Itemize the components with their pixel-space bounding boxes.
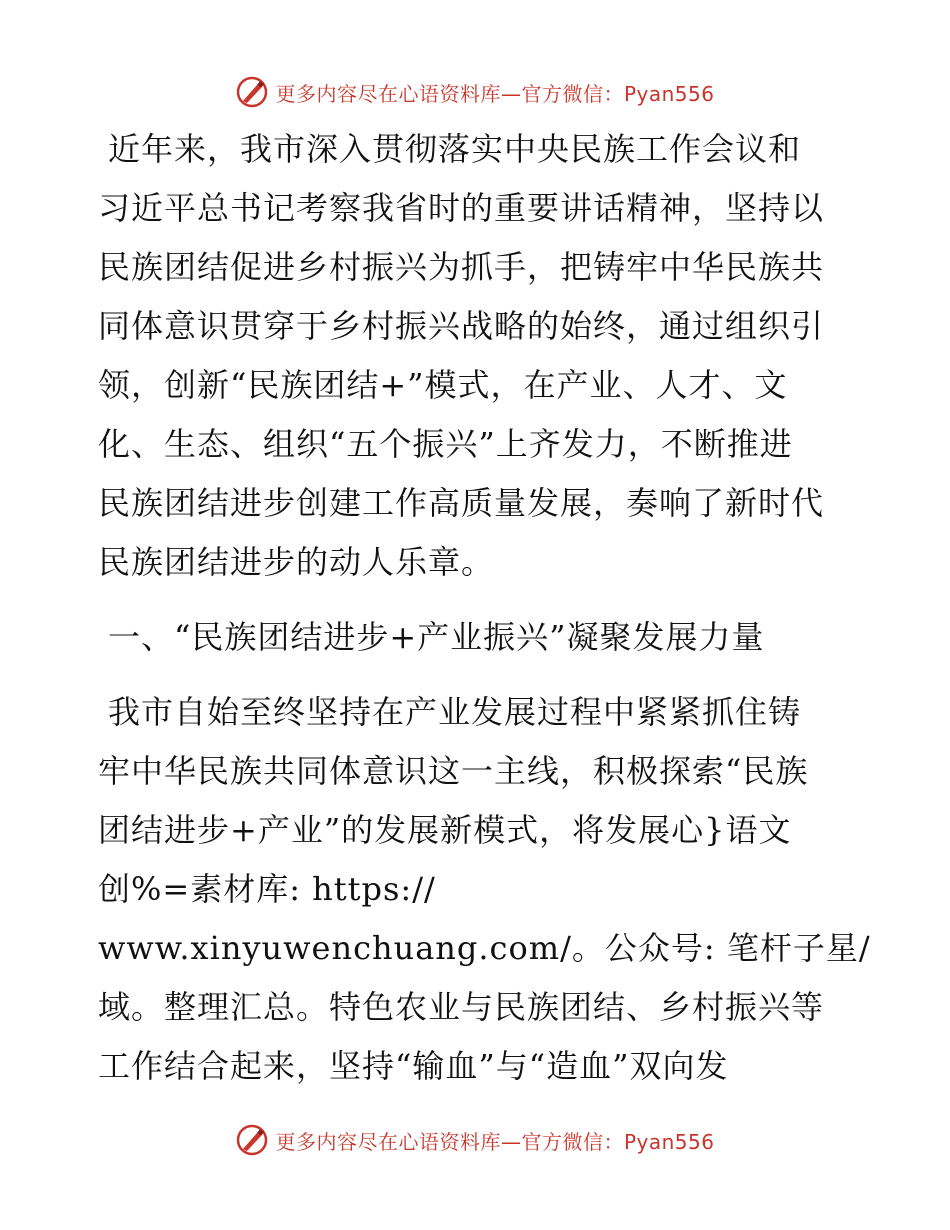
paragraph-intro	[98, 120, 858, 592]
text-line: 创%=素材库: https://	[98, 870, 436, 908]
text-line: 牢中华民族共同体意识这一主线，积极探索“民族	[98, 752, 809, 790]
section-heading	[98, 608, 858, 667]
text-line: 工作结合起来，坚持“输血”与“造血”双向发	[98, 1047, 729, 1085]
pen-logo-icon	[235, 1123, 269, 1157]
watermark-text: 更多内容尽在心语资料库—官方微信：Pyan556	[275, 1129, 715, 1154]
paragraph-industry	[98, 683, 871, 1096]
text-line: 习近平总书记考察我省时的重要讲话精神，坚持以	[98, 189, 825, 227]
text-line: www.xinyuwenchuang.com/。公众号: 笔杆子星/	[98, 929, 871, 967]
text-line: 域。整理汇总。特色农业与民族团结、乡村振兴等	[98, 988, 825, 1026]
text-line: 同体意识贯穿于乡村振兴战略的始终，通过组织引	[98, 307, 825, 345]
text-line: 领，创新“民族团结+”模式，在产业、人才、文	[98, 366, 788, 404]
watermark-text: 更多内容尽在心语资料库—官方微信：Pyan556	[275, 81, 715, 106]
text-line: 化、生态、组织“五个振兴”上齐发力，不断推进	[98, 425, 793, 463]
watermark-banner-top	[0, 72, 950, 112]
document-body	[98, 120, 871, 1096]
text-line: 民族团结促进乡村振兴为抓手，把铸牢中华民族共	[98, 248, 825, 286]
pen-logo-icon	[235, 75, 269, 109]
text-line: 民族团结进步创建工作高质量发展，奏响了新时代	[98, 484, 825, 522]
heading-line: 一、“民族团结进步+产业振兴”凝聚发展力量	[108, 618, 765, 656]
text-line: 团结进步+产业”的发展新模式，将发展心}语文	[98, 811, 792, 849]
text-line: 民族团结进步的动人乐章。	[98, 543, 495, 581]
watermark-banner-bottom	[0, 1120, 950, 1160]
text-line: 我市自始至终坚持在产业发展过程中紧紧抓住铸	[108, 693, 802, 731]
text-line: 近年来，我市深入贯彻落实中央民族工作会议和	[108, 130, 802, 168]
